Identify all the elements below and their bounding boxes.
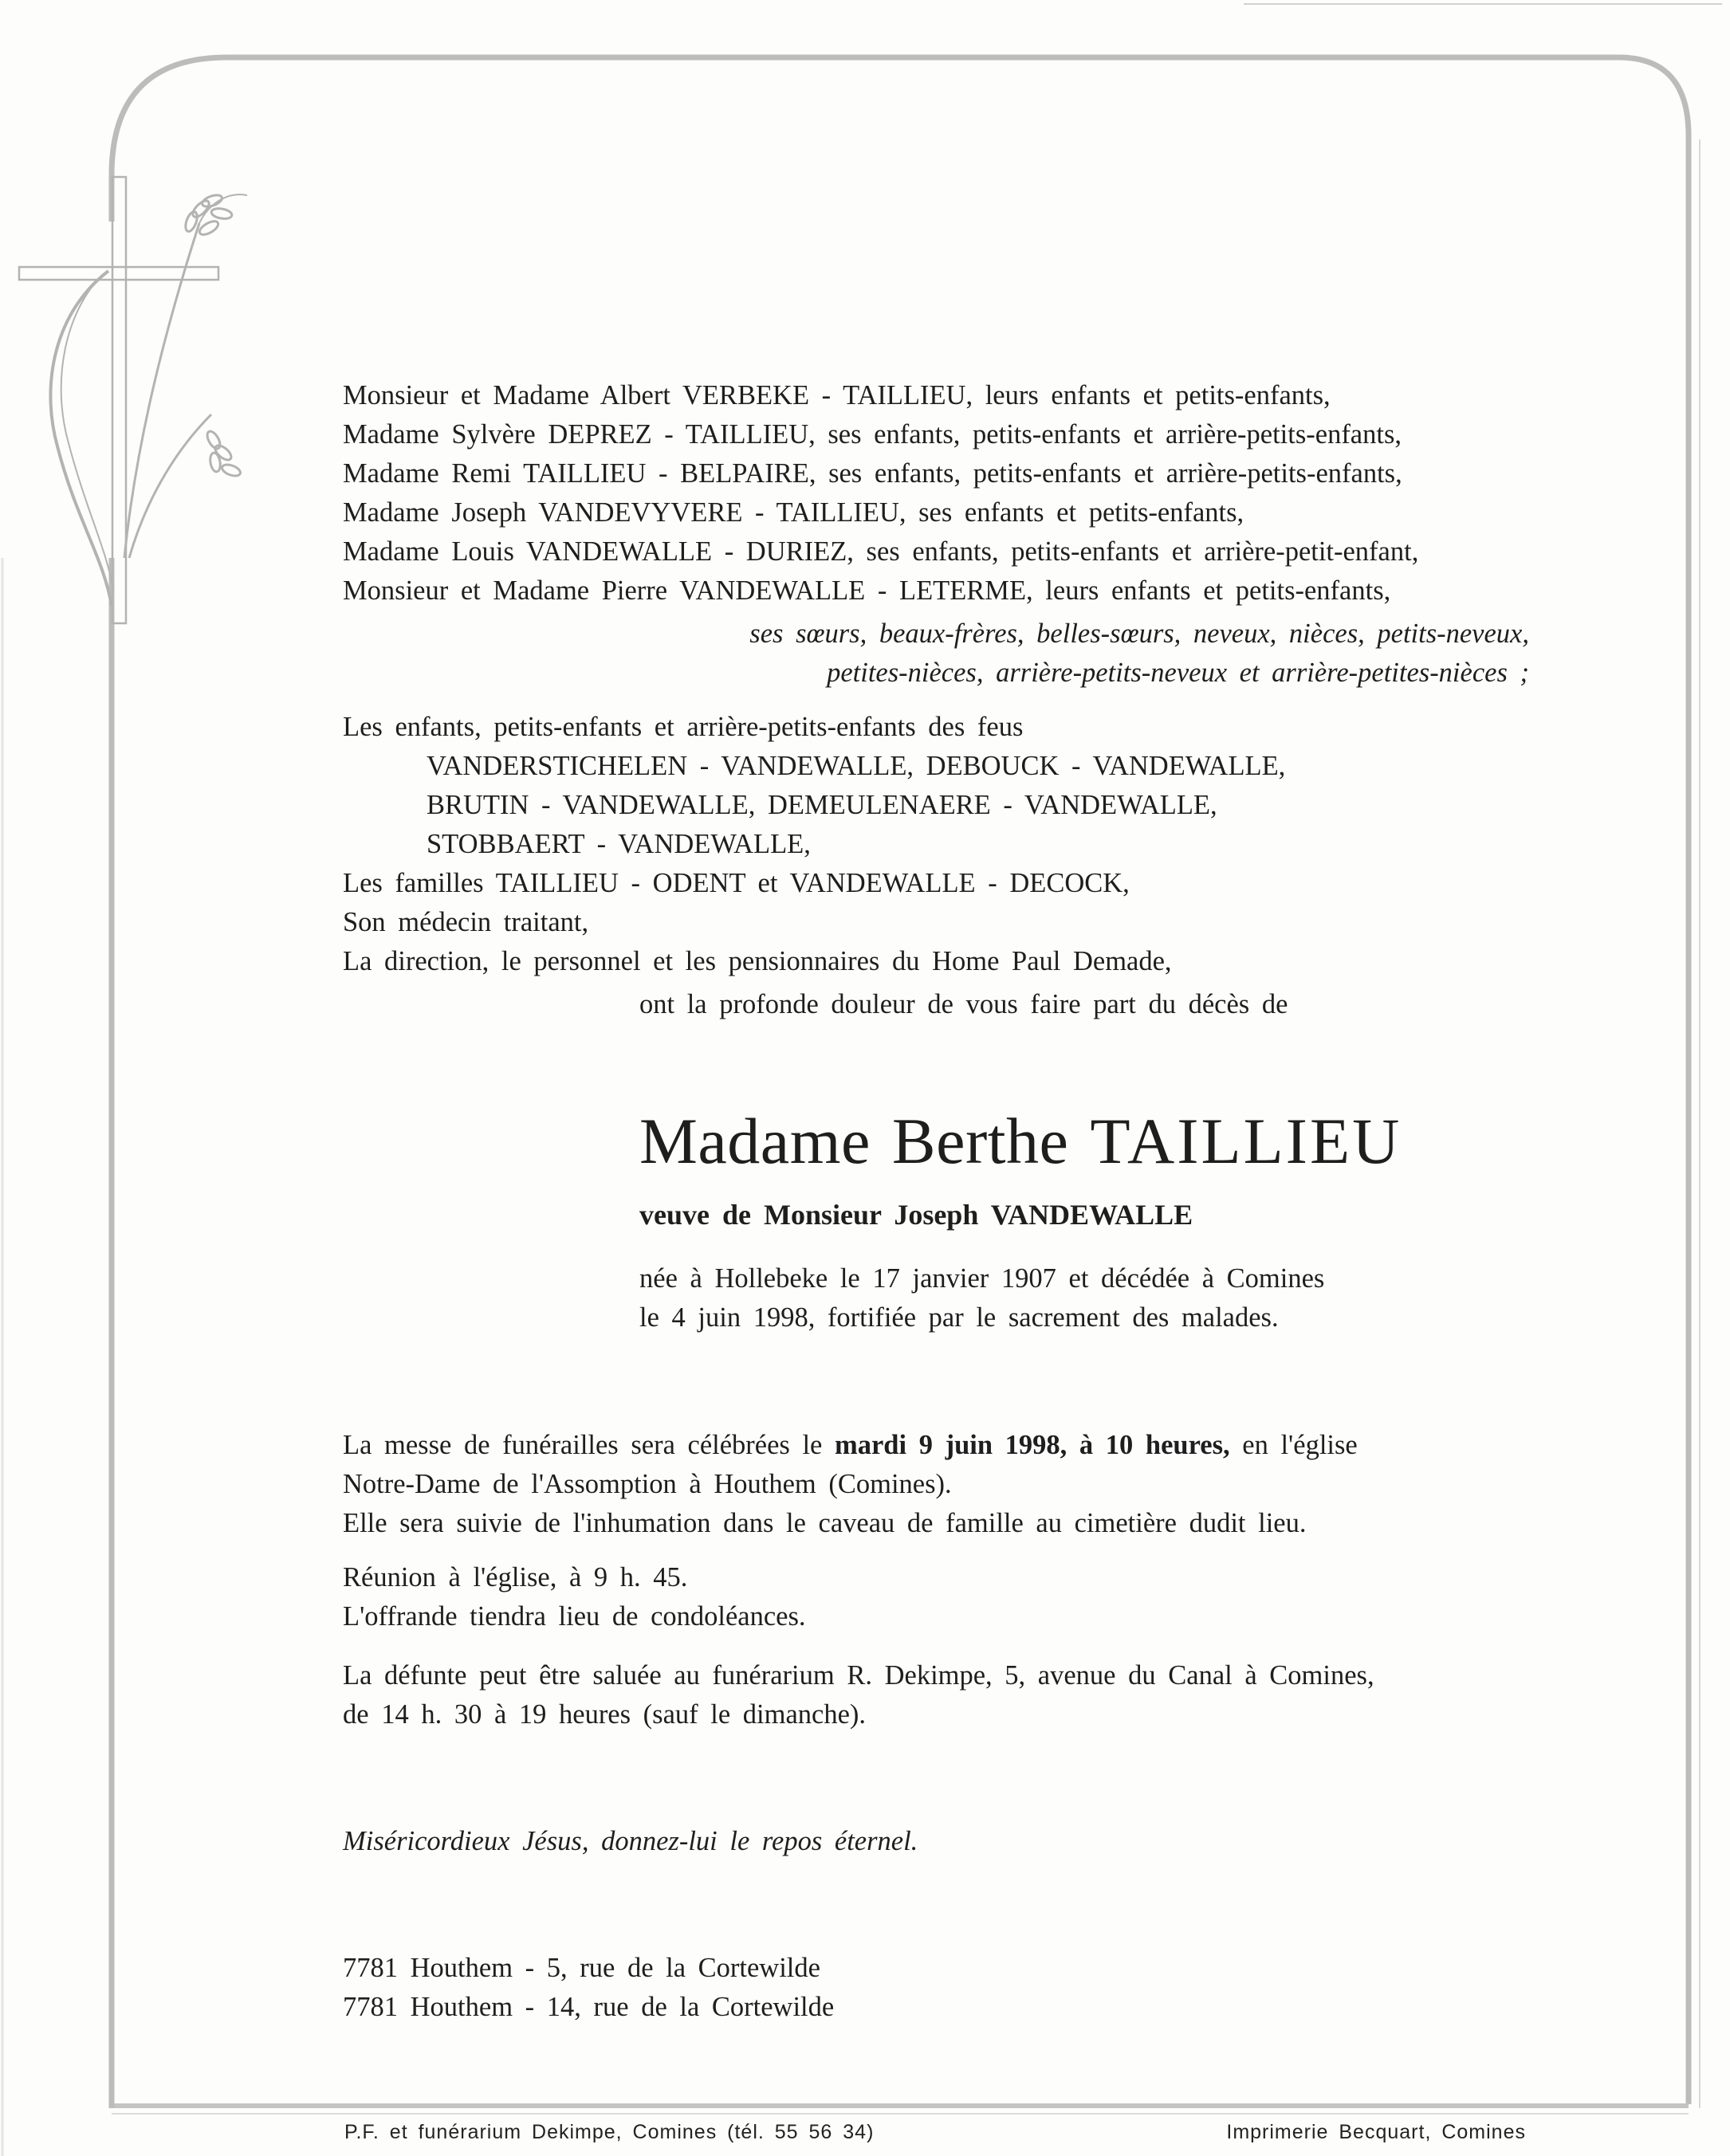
mass-line [343, 1428, 1358, 1463]
family-line: Madame Remi TAILLIEU - BELPAIRE, ses enfants, petits-enfants et arrière-petits-enfants, [343, 458, 1402, 489]
burial-line: Elle sera suivie de l'inhumation dans le caveau de famille au cimetière dudit lieu. [343, 1508, 1307, 1538]
others-line: Les familles TAILLIEU - ODENT et VANDEWALLE - DECOCK, [343, 868, 1130, 898]
visitation-line: de 14 h. 30 à 19 heures (sauf le dimanche). [343, 1699, 867, 1730]
birth-death-line: née à Hollebeke le 17 janvier 1907 et décédée à Comines [639, 1263, 1325, 1294]
relatives-line: ses sœurs, beaux-frères, belles-sœurs, neveux, nièces, petits-neveux, [749, 619, 1529, 649]
mass-text-end: en l'église [1242, 1430, 1358, 1460]
descendants-name-line: BRUTIN - VANDEWALLE, DEMEULENAERE - VANDEWALLE, [427, 790, 1217, 820]
mass-date: mardi 9 juin 1998, à 10 heures, [835, 1430, 1230, 1460]
descendants-name-line: VANDERSTICHELEN - VANDEWALLE, DEBOUCK - VANDEWALLE, [427, 751, 1286, 781]
relatives-line: petites-nièces, arrière-petits-neveux et arrière-petites-nièces ; [827, 658, 1529, 688]
mass-text-start: La messe de funérailles sera célébrées le [343, 1430, 823, 1460]
footer-printer: Imprimerie Becquart, Comines [1226, 2121, 1526, 2143]
widow-of: veuve de Monsieur Joseph VANDEWALLE [639, 1199, 1193, 1231]
descendants-intro: Les enfants, petits-enfants et arrière-petits-enfants des feus [343, 712, 1024, 742]
family-line: Monsieur et Madame Albert VERBEKE - TAILLIEU, leurs enfants et petits-enfants, [343, 380, 1331, 410]
birth-death-line: le 4 juin 1998, fortifiée par le sacrement des malades. [639, 1302, 1279, 1333]
deceased-surname: TAILLIEU [1090, 1105, 1402, 1177]
family-line: Madame Louis VANDEWALLE - DURIEZ, ses enfants, petits-enfants et arrière-petit-enfant, [343, 536, 1419, 567]
prayer: Miséricordieux Jésus, donnez-lui le repos éternel. [343, 1826, 918, 1856]
announcement: ont la profonde douleur de vous faire part du décès de [639, 989, 1288, 1019]
deceased-name-prefix: Madame Berthe [639, 1105, 1069, 1177]
family-line: Monsieur et Madame Pierre VANDEWALLE - LETERME, leurs enfants et petits-enfants, [343, 575, 1391, 606]
church-line: Notre-Dame de l'Assomption à Houthem (Comines). [343, 1469, 952, 1499]
others-line: Son médecin traitant, [343, 907, 589, 937]
deceased-name [639, 1102, 1402, 1181]
address-line: 7781 Houthem - 5, rue de la Cortewilde [343, 1953, 820, 1983]
others-line: La direction, le personnel et les pensionnaires du Home Paul Demade, [343, 946, 1172, 976]
meeting-line: Réunion à l'église, à 9 h. 45. [343, 1562, 688, 1592]
address-line: 7781 Houthem - 14, rue de la Cortewilde [343, 1992, 835, 2022]
cross-and-wheat-ornament [19, 177, 247, 623]
family-line: Madame Joseph VANDEVYVERE - TAILLIEU, ses enfants et petits-enfants, [343, 497, 1244, 528]
offering-line: L'offrande tiendra lieu de condoléances. [343, 1601, 806, 1632]
descendants-name-line: STOBBAERT - VANDEWALLE, [427, 829, 811, 859]
family-line: Madame Sylvère DEPREZ - TAILLIEU, ses enfants, petits-enfants et arrière-petits-enfants, [343, 419, 1402, 450]
visitation-line: La défunte peut être saluée au funérarium R. Dekimpe, 5, avenue du Canal à Comines, [343, 1660, 1374, 1691]
footer-funeral-home: P.F. et funérarium Dekimpe, Comines (tél. 55 56 34) [344, 2121, 875, 2143]
